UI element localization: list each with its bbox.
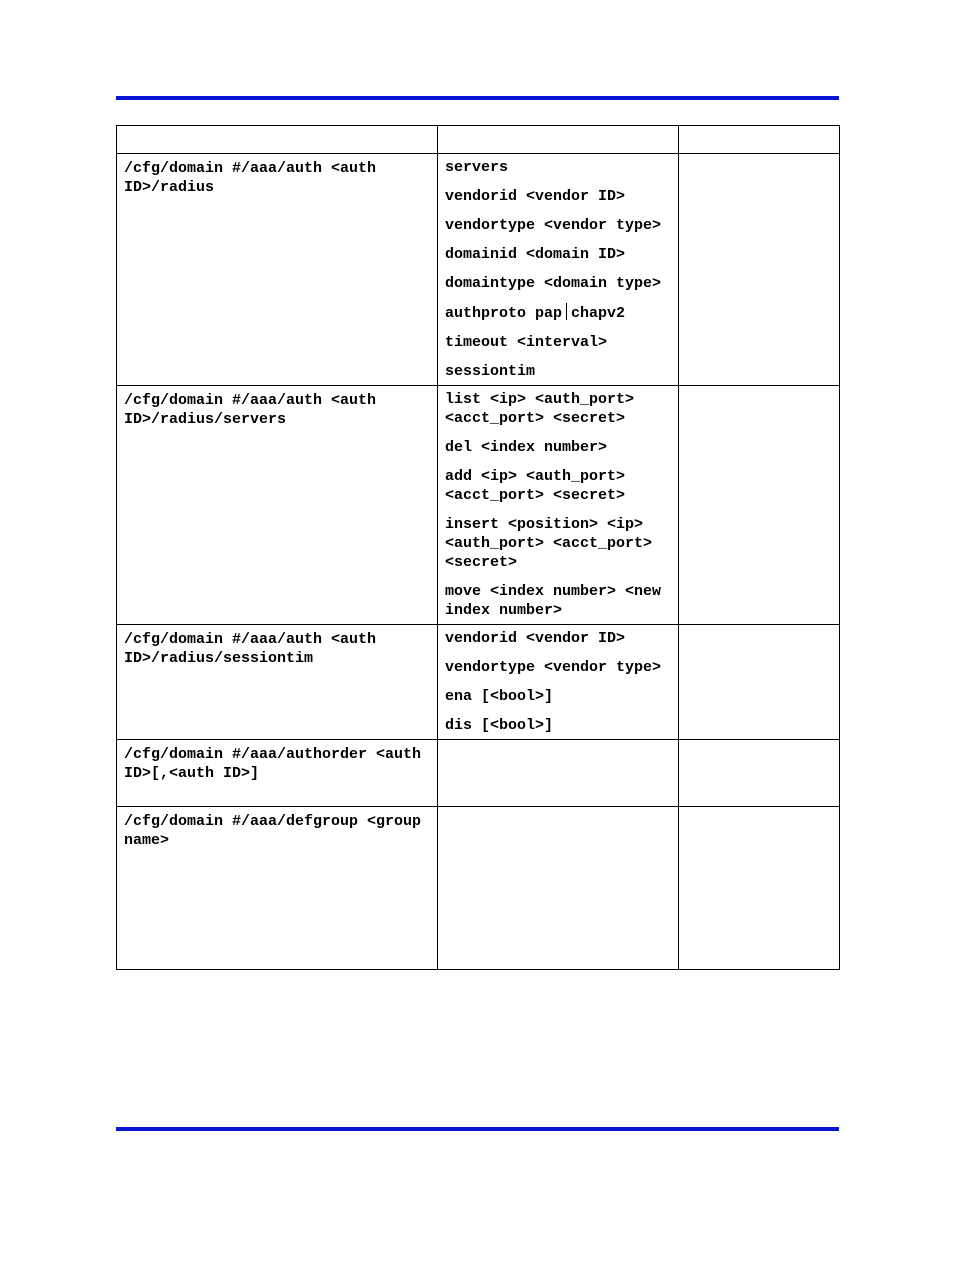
command-item-authproto xyxy=(445,303,672,323)
table-header-row xyxy=(117,126,840,154)
table-row xyxy=(117,154,840,386)
command-item: ena [<bool>] xyxy=(445,688,554,705)
table-row xyxy=(117,386,840,625)
command-item: move <index number> <new index number> xyxy=(445,583,671,619)
command-item: domainid <domain ID> xyxy=(445,246,626,263)
command-item: domaintype <domain type> xyxy=(445,275,662,292)
authproto-text: authproto pap chapv2 xyxy=(445,305,626,322)
command-item: vendorid <vendor ID> xyxy=(445,630,626,647)
header-cell-commands xyxy=(438,126,679,154)
header-cell-notes xyxy=(679,126,840,154)
table-row xyxy=(117,625,840,740)
command-item: sessiontim xyxy=(445,363,536,380)
menu-path: /cfg/domain #/aaa/auth <auth ID>/radius/sessiontim xyxy=(124,631,386,667)
command-item: dis [<bool>] xyxy=(445,717,554,734)
command-list xyxy=(438,625,678,739)
command-table xyxy=(116,125,840,970)
command-item: vendortype <vendor type> xyxy=(445,217,662,234)
header-rule xyxy=(116,96,839,100)
header-cell-path xyxy=(117,126,438,154)
menu-path: /cfg/domain #/aaa/auth <auth ID>/radius/servers xyxy=(124,392,386,428)
command-list xyxy=(438,386,678,624)
command-item: list <ip> <auth_port> <acct_port> <secret> xyxy=(445,391,644,427)
menu-path: /cfg/domain #/aaa/defgroup <group name> xyxy=(124,813,431,849)
command-item: vendortype <vendor type> xyxy=(445,659,662,676)
menu-path: /cfg/domain #/aaa/authorder <auth ID>[,<auth ID>] xyxy=(124,746,431,782)
notes-cell xyxy=(679,625,840,740)
command-item: add <ip> <auth_port> <acct_port> <secret> xyxy=(445,468,635,504)
table-row xyxy=(117,807,840,970)
table-row xyxy=(117,740,840,807)
notes-cell xyxy=(679,740,840,807)
command-item: servers xyxy=(445,159,509,176)
footer-rule xyxy=(116,1127,839,1131)
notes-cell xyxy=(679,386,840,625)
command-item: timeout <interval> xyxy=(445,334,608,351)
command-item: insert <position> <ip> <auth_port> <acct_port> <secret> xyxy=(445,516,662,571)
commands-cell xyxy=(438,740,679,807)
command-item: del <index number> xyxy=(445,439,608,456)
notes-cell xyxy=(679,807,840,970)
command-list xyxy=(438,154,678,385)
command-item: vendorid <vendor ID> xyxy=(445,188,626,205)
pipe-separator xyxy=(566,303,567,320)
menu-path: /cfg/domain #/aaa/auth <auth ID>/radius xyxy=(124,160,386,196)
notes-cell xyxy=(679,154,840,386)
commands-cell xyxy=(438,807,679,970)
